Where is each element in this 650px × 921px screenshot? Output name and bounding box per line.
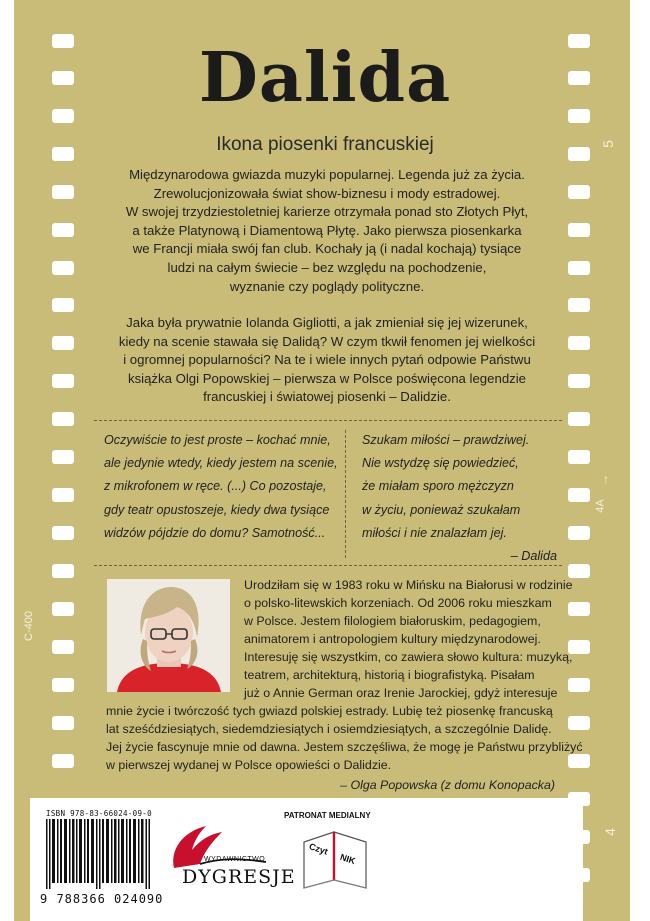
text-line: Międzynarodowa gwiazda muzyki popularnej. Legenda już za życia. [129, 167, 525, 182]
text-line: że miałam sporo mężczyzn [362, 479, 514, 494]
text-line: już o Annie German oraz Irenie Jarockiej, gdyż interesuje [244, 686, 558, 700]
question-paragraph [92, 314, 562, 407]
publisher-small-label: WYDAWNICTWO [204, 856, 266, 863]
film-hole [52, 412, 74, 426]
quote-right [362, 429, 557, 568]
film-hole [52, 185, 74, 199]
patronat-label: PATRONAT MEDIALNY [284, 811, 371, 820]
quote-left [104, 429, 338, 545]
film-hole [568, 374, 590, 388]
film-hole [568, 185, 590, 199]
dashed-divider [94, 420, 562, 421]
film-stock-code: C-400 [22, 611, 35, 641]
text-line: ale jedynie wtedy, kiedy jestem na scenie, [104, 456, 338, 471]
film-hole [568, 450, 590, 464]
text-line: z mikrofonem w ręce. (...) Co pozostaje, [104, 479, 327, 494]
czytnik-logo [300, 828, 370, 890]
film-frame-code: 4A [594, 499, 607, 513]
author-photo [107, 579, 230, 692]
text-line: gdy teatr opustoszeje, kiedy dwa tysiące [104, 502, 330, 517]
film-frame-number: 4 [601, 828, 618, 836]
film-hole [568, 602, 590, 616]
film-hole [52, 450, 74, 464]
film-hole [52, 754, 74, 768]
text-line: Interesuję się wszystkim, co zawiera słowo kultura: muzyką, [244, 650, 573, 664]
bio-author: – Olga Popowska (z domu Konopacka) [340, 778, 555, 792]
text-line: francuskiej i światowej piosenki – Dalidzie. [203, 389, 451, 405]
text-line: a także Platynową i Diamentową Płytę. Jako pierwsza piosenkarka [132, 222, 522, 238]
text-line: Urodziłam się w 1983 roku w Mińsku na Białorusi w rodzinie [244, 578, 573, 592]
film-hole [568, 336, 590, 350]
text-line: widzów pójdzie do domu? Samotność... [104, 525, 326, 540]
film-hole [52, 374, 74, 388]
author-portrait-image [107, 579, 230, 692]
text-line: i ogromnej popularności? Na te i wiele innych pytań odpowie Państwu [123, 352, 531, 368]
text-line: wyznanie czy poglądy polityczne. [229, 278, 425, 294]
quote-author: – Dalida [510, 549, 557, 564]
film-hole [52, 526, 74, 540]
open-book-icon [300, 828, 370, 890]
film-hole [568, 298, 590, 312]
text-line: o polsko-litewskich korzeniach. Od 2006 roku mieszkam [244, 596, 552, 610]
text-line: animatorem i antropologiem kultury międzynarodowej. [244, 632, 541, 646]
text-line: miłości i nie znalazłam jej. [362, 525, 507, 540]
film-hole [52, 602, 74, 616]
film-hole [568, 526, 590, 540]
text-line: mnie życie i twórczość tych gwiazd polskiej estrady. Lubię też piosenkę francuską [106, 704, 553, 718]
film-frame-number: 5 [599, 140, 616, 148]
text-line: lat sześćdziesiątych, siedemdziesiątych i osiemdziesiątych, a szczególnie Dalidę. [106, 722, 552, 736]
film-hole [568, 223, 590, 237]
film-hole [52, 640, 74, 654]
text-line: ludzi na całym świecie – bez względu na pochodzenie, [167, 259, 487, 275]
film-hole [568, 412, 590, 426]
czytnik-right-label: NIK [338, 851, 357, 867]
text-line: Zrewolucjonizowała świat show-biznesu i mody estradowej. [153, 185, 501, 201]
text-line: Jej życie fascynuje mnie od dawna. Jestem szczęśliwa, że mogę je Państwu przybliżyć [106, 740, 583, 754]
arrow-up-icon: ↑ [603, 472, 609, 486]
text-line: Nie wstydzę się powiedzieć, [362, 456, 519, 471]
text-line: W swojej trzydziestoletniej karierze otrzymała ponad sto Złotych Płyt, [125, 204, 529, 220]
text-line: Jaka była prywatnie Iolanda Gigliotti, a jak zmieniał się jej wizerunek, [126, 315, 528, 330]
book-subtitle: Ikona piosenki francuskiej [216, 134, 434, 155]
publisher-logo [160, 820, 296, 904]
book-title: Dalida [198, 38, 452, 118]
isbn-label: ISBN 978-83-66024-09-0 [46, 809, 152, 818]
film-hole [52, 488, 74, 502]
film-hole [568, 678, 590, 692]
film-hole [52, 564, 74, 578]
czytnik-left-label: Czyt [307, 841, 330, 857]
text-line: książka Olgi Popowskiej – pierwsza w Polsce poświęcona legendzie [127, 370, 527, 386]
film-hole [52, 336, 74, 350]
intro-paragraph [92, 166, 562, 296]
film-hole [52, 223, 74, 237]
text-line: we Francji miała swój fan club. Kochały ją (i nadal kochają) tysiące [132, 241, 522, 257]
text-line: w Polsce. Jestem filologiem białoruskim, pedagogiem, [244, 614, 541, 628]
text-line: kiedy na scenie stawała się Dalidą? W czym tkwił fenomen jej wielkości [118, 333, 536, 349]
publisher-name: DYGRESJE [182, 866, 296, 888]
text-line: Oczywiście to jest proste – kochać mnie, [104, 433, 331, 447]
dashed-divider [345, 430, 346, 558]
text-line: w życiu, ponieważ szukałam [362, 502, 521, 517]
film-hole [568, 488, 590, 502]
isbn-number: 9 788366 024090 [40, 892, 164, 906]
text-line: Szukam miłości – prawdziwej. [362, 433, 530, 447]
film-hole [52, 678, 74, 692]
film-hole [52, 298, 74, 312]
film-hole [52, 261, 74, 275]
barcode-icon [46, 819, 150, 889]
film-hole [52, 716, 74, 730]
film-hole [568, 716, 590, 730]
film-hole [568, 261, 590, 275]
text-line: w pierwszej wydanej w Polsce opowieści o Dalidzie. [106, 758, 392, 772]
text-line: teatrem, architekturą, historią i biografistyką. Pisałam [244, 668, 535, 682]
